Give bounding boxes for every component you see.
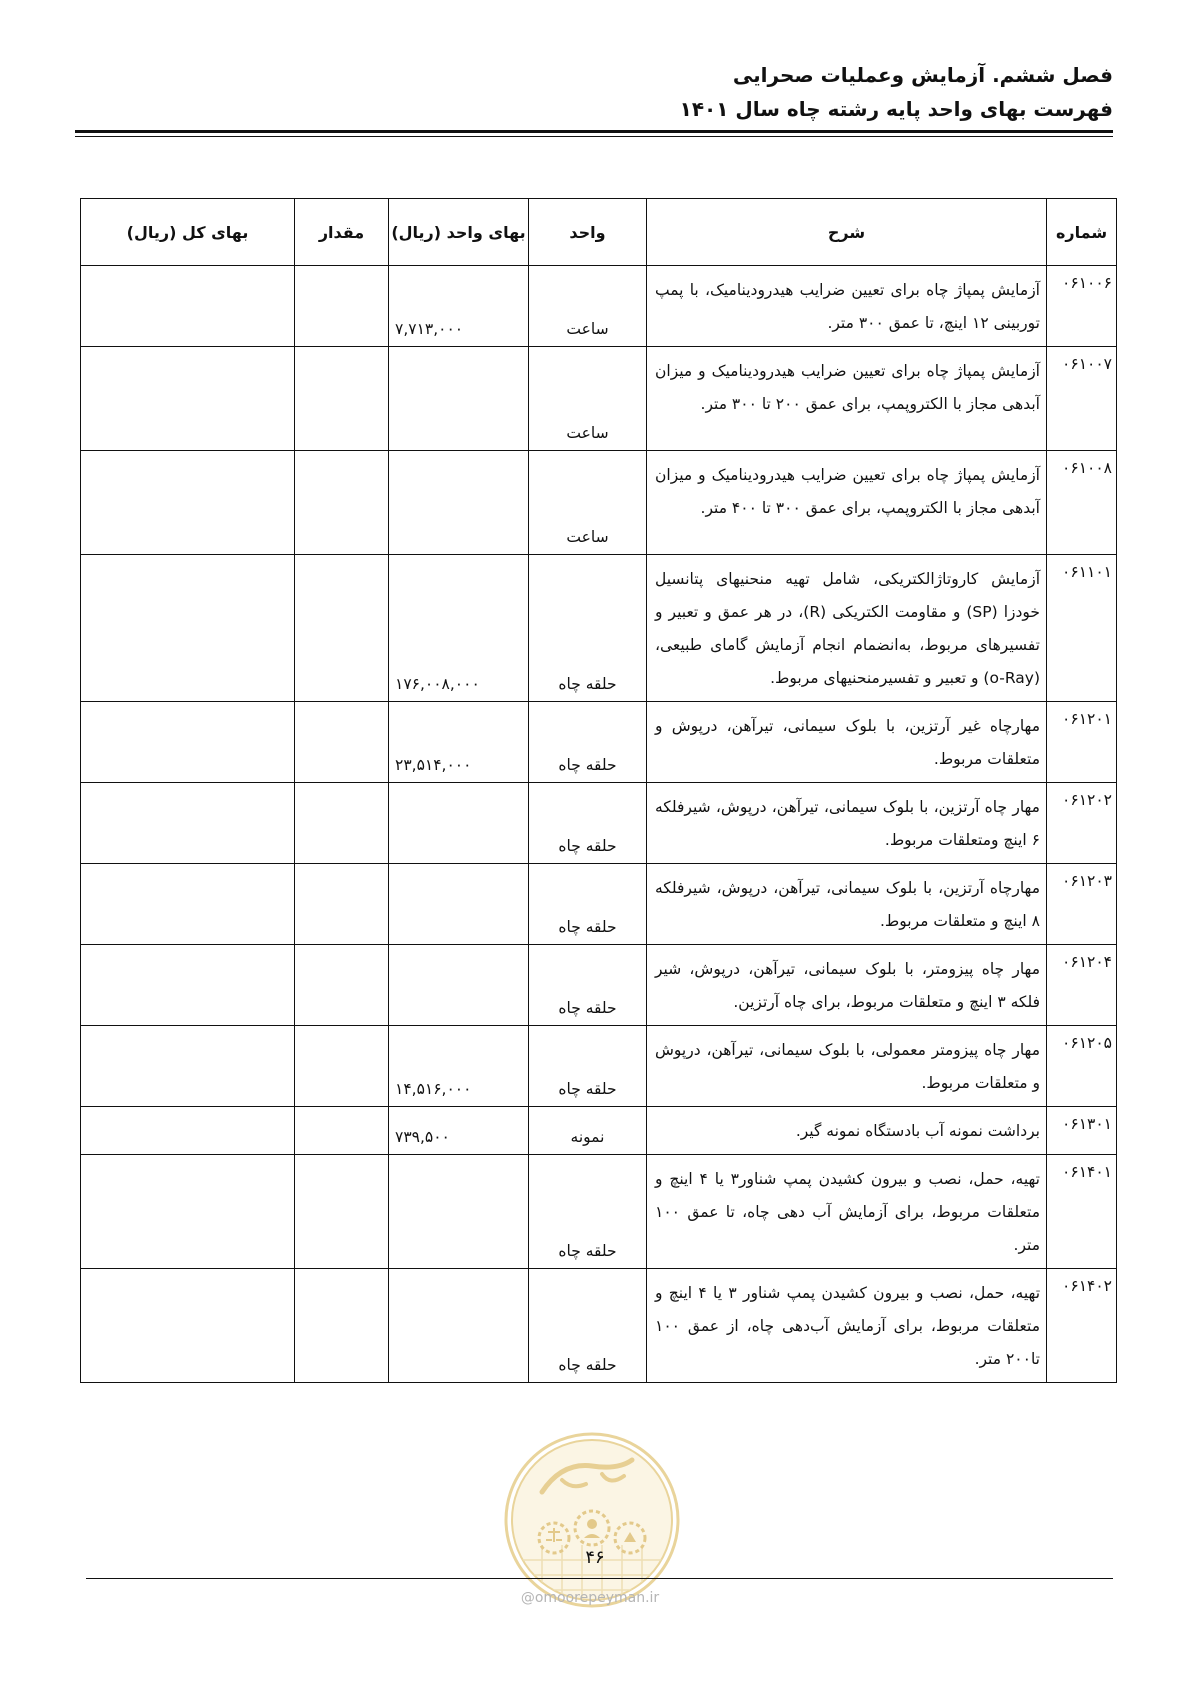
item-unit-price (389, 347, 529, 451)
item-quantity (295, 451, 389, 555)
item-quantity (295, 347, 389, 451)
item-quantity (295, 1026, 389, 1107)
item-quantity (295, 864, 389, 945)
header-rule-thick (75, 130, 1113, 133)
item-quantity (295, 702, 389, 783)
item-total-price (81, 783, 295, 864)
table-row (81, 1026, 1117, 1107)
item-description: تهیه، حمل، نصب و بیرون کشیدن پمپ شناور ۳ یا ۴ اینچ و متعلقات مربوط، برای آزمایش آب‌دهی چاه، از عمق ۱۰۰ تا۲۰۰ متر. (647, 1269, 1047, 1383)
table-row (81, 945, 1117, 1026)
item-code: ۰۶۱۲۰۲ (1047, 783, 1117, 864)
item-total-price (81, 1155, 295, 1269)
item-total-price (81, 347, 295, 451)
footer-rule (86, 1578, 1113, 1579)
item-unit-price (389, 783, 529, 864)
item-unit: حلقه چاه (529, 945, 647, 1026)
item-unit-price (389, 1269, 529, 1383)
item-quantity (295, 1155, 389, 1269)
document-subtitle: فهرست بهای واحد پایه رشته چاه سال ۱۴۰۱ (679, 97, 1113, 121)
item-code: ۰۶۱۳۰۱ (1047, 1107, 1117, 1155)
item-code: ۰۶۱۲۰۴ (1047, 945, 1117, 1026)
table-header-row (81, 199, 1117, 266)
header-unit-price: بهای واحد (ریال) (389, 199, 529, 266)
page-header (73, 58, 1113, 126)
item-total-price (81, 1107, 295, 1155)
header-quantity: مقدار (295, 199, 389, 266)
table-row (81, 864, 1117, 945)
item-code: ۰۶۱۰۰۶ (1047, 266, 1117, 347)
item-unit-price: ۷,۷۱۳,۰۰۰ (389, 266, 529, 347)
item-quantity (295, 945, 389, 1026)
item-unit-price: ۱۷۶,۰۰۸,۰۰۰ (389, 555, 529, 702)
item-total-price (81, 864, 295, 945)
item-unit-price (389, 864, 529, 945)
item-unit: حلقه چاه (529, 1026, 647, 1107)
item-description: تهیه، حمل، نصب و بیرون کشیدن پمپ شناور۳ یا ۴ اینچ و متعلقات مربوط، برای آزمایش آب دهی چاه، تا عمق ۱۰۰ متر. (647, 1155, 1047, 1269)
item-unit-price: ۲۳,۵۱۴,۰۰۰ (389, 702, 529, 783)
table-row (81, 266, 1117, 347)
item-total-price (81, 945, 295, 1026)
item-quantity (295, 266, 389, 347)
item-unit-price: ۷۳۹,۵۰۰ (389, 1107, 529, 1155)
item-description: مهار چاه پیزومتر معمولی، با بلوک سیمانی، تیرآهن، درپوش و متعلقات مربوط. (647, 1026, 1047, 1107)
table-row (81, 451, 1117, 555)
table-row (81, 1269, 1117, 1383)
table-row (81, 783, 1117, 864)
item-total-price (81, 1269, 295, 1383)
item-total-price (81, 451, 295, 555)
item-quantity (295, 783, 389, 864)
item-total-price (81, 1026, 295, 1107)
item-code: ۰۶۱۴۰۱ (1047, 1155, 1117, 1269)
item-description: مهار چاه آرتزین، با بلوک سیمانی، تیرآهن، درپوش، شیرفلکه ۶ اینچ ومتعلقات مربوط. (647, 783, 1047, 864)
price-list-table (80, 198, 1117, 1383)
header-code: شماره (1047, 199, 1117, 266)
item-code: ۰۶۱۲۰۵ (1047, 1026, 1117, 1107)
omoorepeyman-seal-watermark (502, 1430, 682, 1610)
item-unit-price: ۱۴,۵۱۶,۰۰۰ (389, 1026, 529, 1107)
item-unit: نمونه (529, 1107, 647, 1155)
item-code: ۰۶۱۲۰۳ (1047, 864, 1117, 945)
item-quantity (295, 1269, 389, 1383)
item-description: مهارچاه آرتزین، با بلوک سیمانی، تیرآهن، درپوش، شیرفلکه ۸ اینچ و متعلقات مربوط. (647, 864, 1047, 945)
item-unit: حلقه چاه (529, 702, 647, 783)
header-unit: واحد (529, 199, 647, 266)
item-description: آزمایش پمپاژ چاه برای تعیین ضرایب هیدرودینامیک و میزان آبدهی مجاز با الکتروپمپ، برای عمق ۳۰۰ تا ۴۰۰ متر. (647, 451, 1047, 555)
table-row (81, 1107, 1117, 1155)
website-watermark: @omoorepeyman.ir (520, 1590, 660, 1606)
table-row (81, 555, 1117, 702)
item-description: برداشت نمونه آب بادستگاه نمونه گیر. (647, 1107, 1047, 1155)
item-unit: ساعت (529, 451, 647, 555)
table-row (81, 702, 1117, 783)
item-unit-price (389, 945, 529, 1026)
item-total-price (81, 555, 295, 702)
item-unit: حلقه چاه (529, 555, 647, 702)
item-unit: حلقه چاه (529, 1269, 647, 1383)
item-description: آزمایش پمپاژ چاه برای تعیین ضرایب هیدرودینامیک و میزان آبدهی مجاز با الکتروپمپ، برای عمق ۲۰۰ تا ۳۰۰ متر. (647, 347, 1047, 451)
item-code: ۰۶۱۲۰۱ (1047, 702, 1117, 783)
item-unit: حلقه چاه (529, 783, 647, 864)
item-quantity (295, 1107, 389, 1155)
item-unit: ساعت (529, 266, 647, 347)
item-code: ۰۶۱۰۰۷ (1047, 347, 1117, 451)
item-unit-price (389, 451, 529, 555)
table-row (81, 347, 1117, 451)
item-description: آزمایش پمپاژ چاه برای تعیین ضرایب هیدرودینامیک، با پمپ توربینی ۱۲ اینچ، تا عمق ۳۰۰ متر. (647, 266, 1047, 347)
header-rule-thin (75, 136, 1113, 137)
item-unit: حلقه چاه (529, 864, 647, 945)
item-unit: حلقه چاه (529, 1155, 647, 1269)
item-unit: ساعت (529, 347, 647, 451)
item-code: ۰۶۱۴۰۲ (1047, 1269, 1117, 1383)
item-description: مهار چاه پیزومتر، با بلوک سیمانی، تیرآهن، درپوش، شیر فلکه ۳ اینچ و متعلقات مربوط، برای چاه آرتزین. (647, 945, 1047, 1026)
item-quantity (295, 555, 389, 702)
item-description: آزمایش کاروتاژالکتریکی، شامل تهیه منحنیهای پتانسیل خودزا (SP) و مقاومت الکتریکی (R)، در هر عمق و تعبیر و تفسیرهای مربوط، به‌انضمام انجام آزمایش گامای طبیعی، (o-Ray) و تعبیر و تفسیرمنحنیهای مربوط. (647, 555, 1047, 702)
item-total-price (81, 702, 295, 783)
item-unit-price (389, 1155, 529, 1269)
table-row (81, 1155, 1117, 1269)
item-total-price (81, 266, 295, 347)
chapter-title: فصل ششم. آزمایش وعملیات صحرایی (732, 63, 1113, 87)
page-number: ۴۶ (585, 1547, 605, 1568)
item-description: مهارچاه غیر آرتزین، با بلوک سیمانی، تیرآهن، درپوش و متعلقات مربوط. (647, 702, 1047, 783)
header-description: شرح (647, 199, 1047, 266)
item-code: ۰۶۱۰۰۸ (1047, 451, 1117, 555)
item-code: ۰۶۱۱۰۱ (1047, 555, 1117, 702)
header-total-price: بهای کل (ریال) (81, 199, 295, 266)
